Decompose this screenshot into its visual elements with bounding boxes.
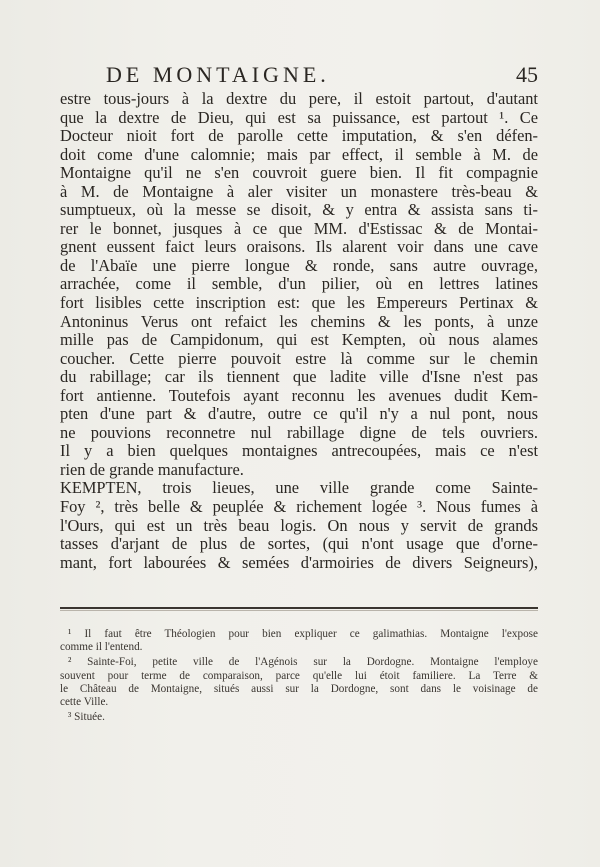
text-line: Foy ², très belle & peuplée & richement logée ³. Nous fumes à: [60, 497, 538, 517]
text-line: Antoninus Verus ont refaict les chemins & les ponts, à unze: [60, 311, 538, 331]
text-line: gnent eussent faict leurs oraisons. Ils alarent voir dans une cave: [60, 237, 538, 257]
text-line: fort lisibles cette inscription est: que les Empereurs Pertinax &: [60, 293, 538, 313]
text-line: Il y a bien quelques montaignes antrecoupées, mais ce n'est: [60, 441, 538, 461]
footnote-line: ² Sainte-Foi, petite ville de l'Agénois sur la Dordogne. Montaigne l'employe: [68, 656, 538, 669]
footnote-line: souvent pour terme de comparaison, parce qu'elle lui étoit familiere. La Terre &: [60, 669, 538, 682]
text-line: rien de grande manufacture.: [60, 459, 244, 479]
footnote-line: cette Ville.: [60, 695, 109, 708]
text-line: rer le bonnet, jusques à ce que MM. d'Estissac & de Montai-: [60, 218, 538, 238]
body-text: [60, 90, 538, 572]
text-line: l'Ours, qui est un très beau logis. On nous y servit de grands: [60, 515, 538, 535]
text-line: pten d'une part & d'autre, outre ce qu'il n'y a nul pont, nous: [60, 404, 538, 424]
footnote-2: [60, 656, 538, 709]
text-line: arrachée, come il semble, d'un pilier, où en lettres latines: [60, 274, 538, 294]
footnote-line: ¹ Il faut être Théologien pour bien expliquer ce galimathias. Montaigne l'expose: [68, 628, 538, 640]
text-line: du rabillage; car ils tiennent que ladite ville d'Isne n'est pas: [60, 367, 538, 387]
text-line: de l'Abaïe une pierre longue & ronde, sans autre ouvrage,: [60, 255, 538, 275]
text-line: tasses d'arjant de plus de sortes, (qui n'ont usage que d'orne-: [60, 534, 538, 554]
page-number: 45: [516, 62, 538, 87]
text-line: sumptueux, où la messe se disoit, & y entra & assista sans ti-: [60, 200, 538, 220]
text-line: à M. de Montaigne à aler visiter un monastere très-beau &: [60, 181, 538, 201]
footnote-3: [60, 711, 538, 724]
text-line: que la dextre de Dieu, qui est sa puissance, est partout ¹. Ce: [60, 107, 538, 127]
text-line: mille pas de Campidonum, qui est Kempten, où nous alames: [60, 330, 538, 350]
page-header: [60, 62, 538, 88]
text-line: Docteur nioit fort de parolle cette imputation, & s'en défen-: [60, 126, 538, 146]
text-line: mant, fort labourées & semées d'armoiries de divers Seigneurs),: [60, 552, 538, 572]
text-line: ne pouvions reconnetre nul rabillage digne de tels ouvriers.: [60, 422, 538, 442]
text-line: estre tous-jours à la dextre du pere, il estoit partout, d'autant: [60, 89, 538, 108]
footnote-line: ³ Située.: [68, 711, 105, 724]
text-line: KEMPTEN, trois lieues, une ville grande come Sainte-: [60, 478, 538, 498]
text-line: doit come d'une calomnie; mais par effect, il semble à M. de: [60, 144, 538, 164]
footnote-line: le Château de Montaigne, situés aussi sur la Dordogne, sont dans le voisinage de: [60, 682, 538, 695]
footnote-rule: [60, 607, 538, 609]
footnote-1: [60, 628, 538, 654]
text-line: coucher. Cette pierre pouvoit estre là comme sur le chemin: [60, 348, 538, 368]
text-line: Montaigne qu'il ne s'en couvroit guere bien. Il fit compagnie: [60, 163, 538, 183]
text-line: fort antienne. Toutefois ayant reconnu les avenues dudit Kem-: [60, 385, 538, 405]
footnote-line: comme il l'entend.: [60, 641, 143, 654]
footnotes: [60, 628, 538, 726]
footnote-rule-shadow: [60, 610, 538, 611]
running-head: DE MONTAIGNE.: [106, 62, 330, 87]
